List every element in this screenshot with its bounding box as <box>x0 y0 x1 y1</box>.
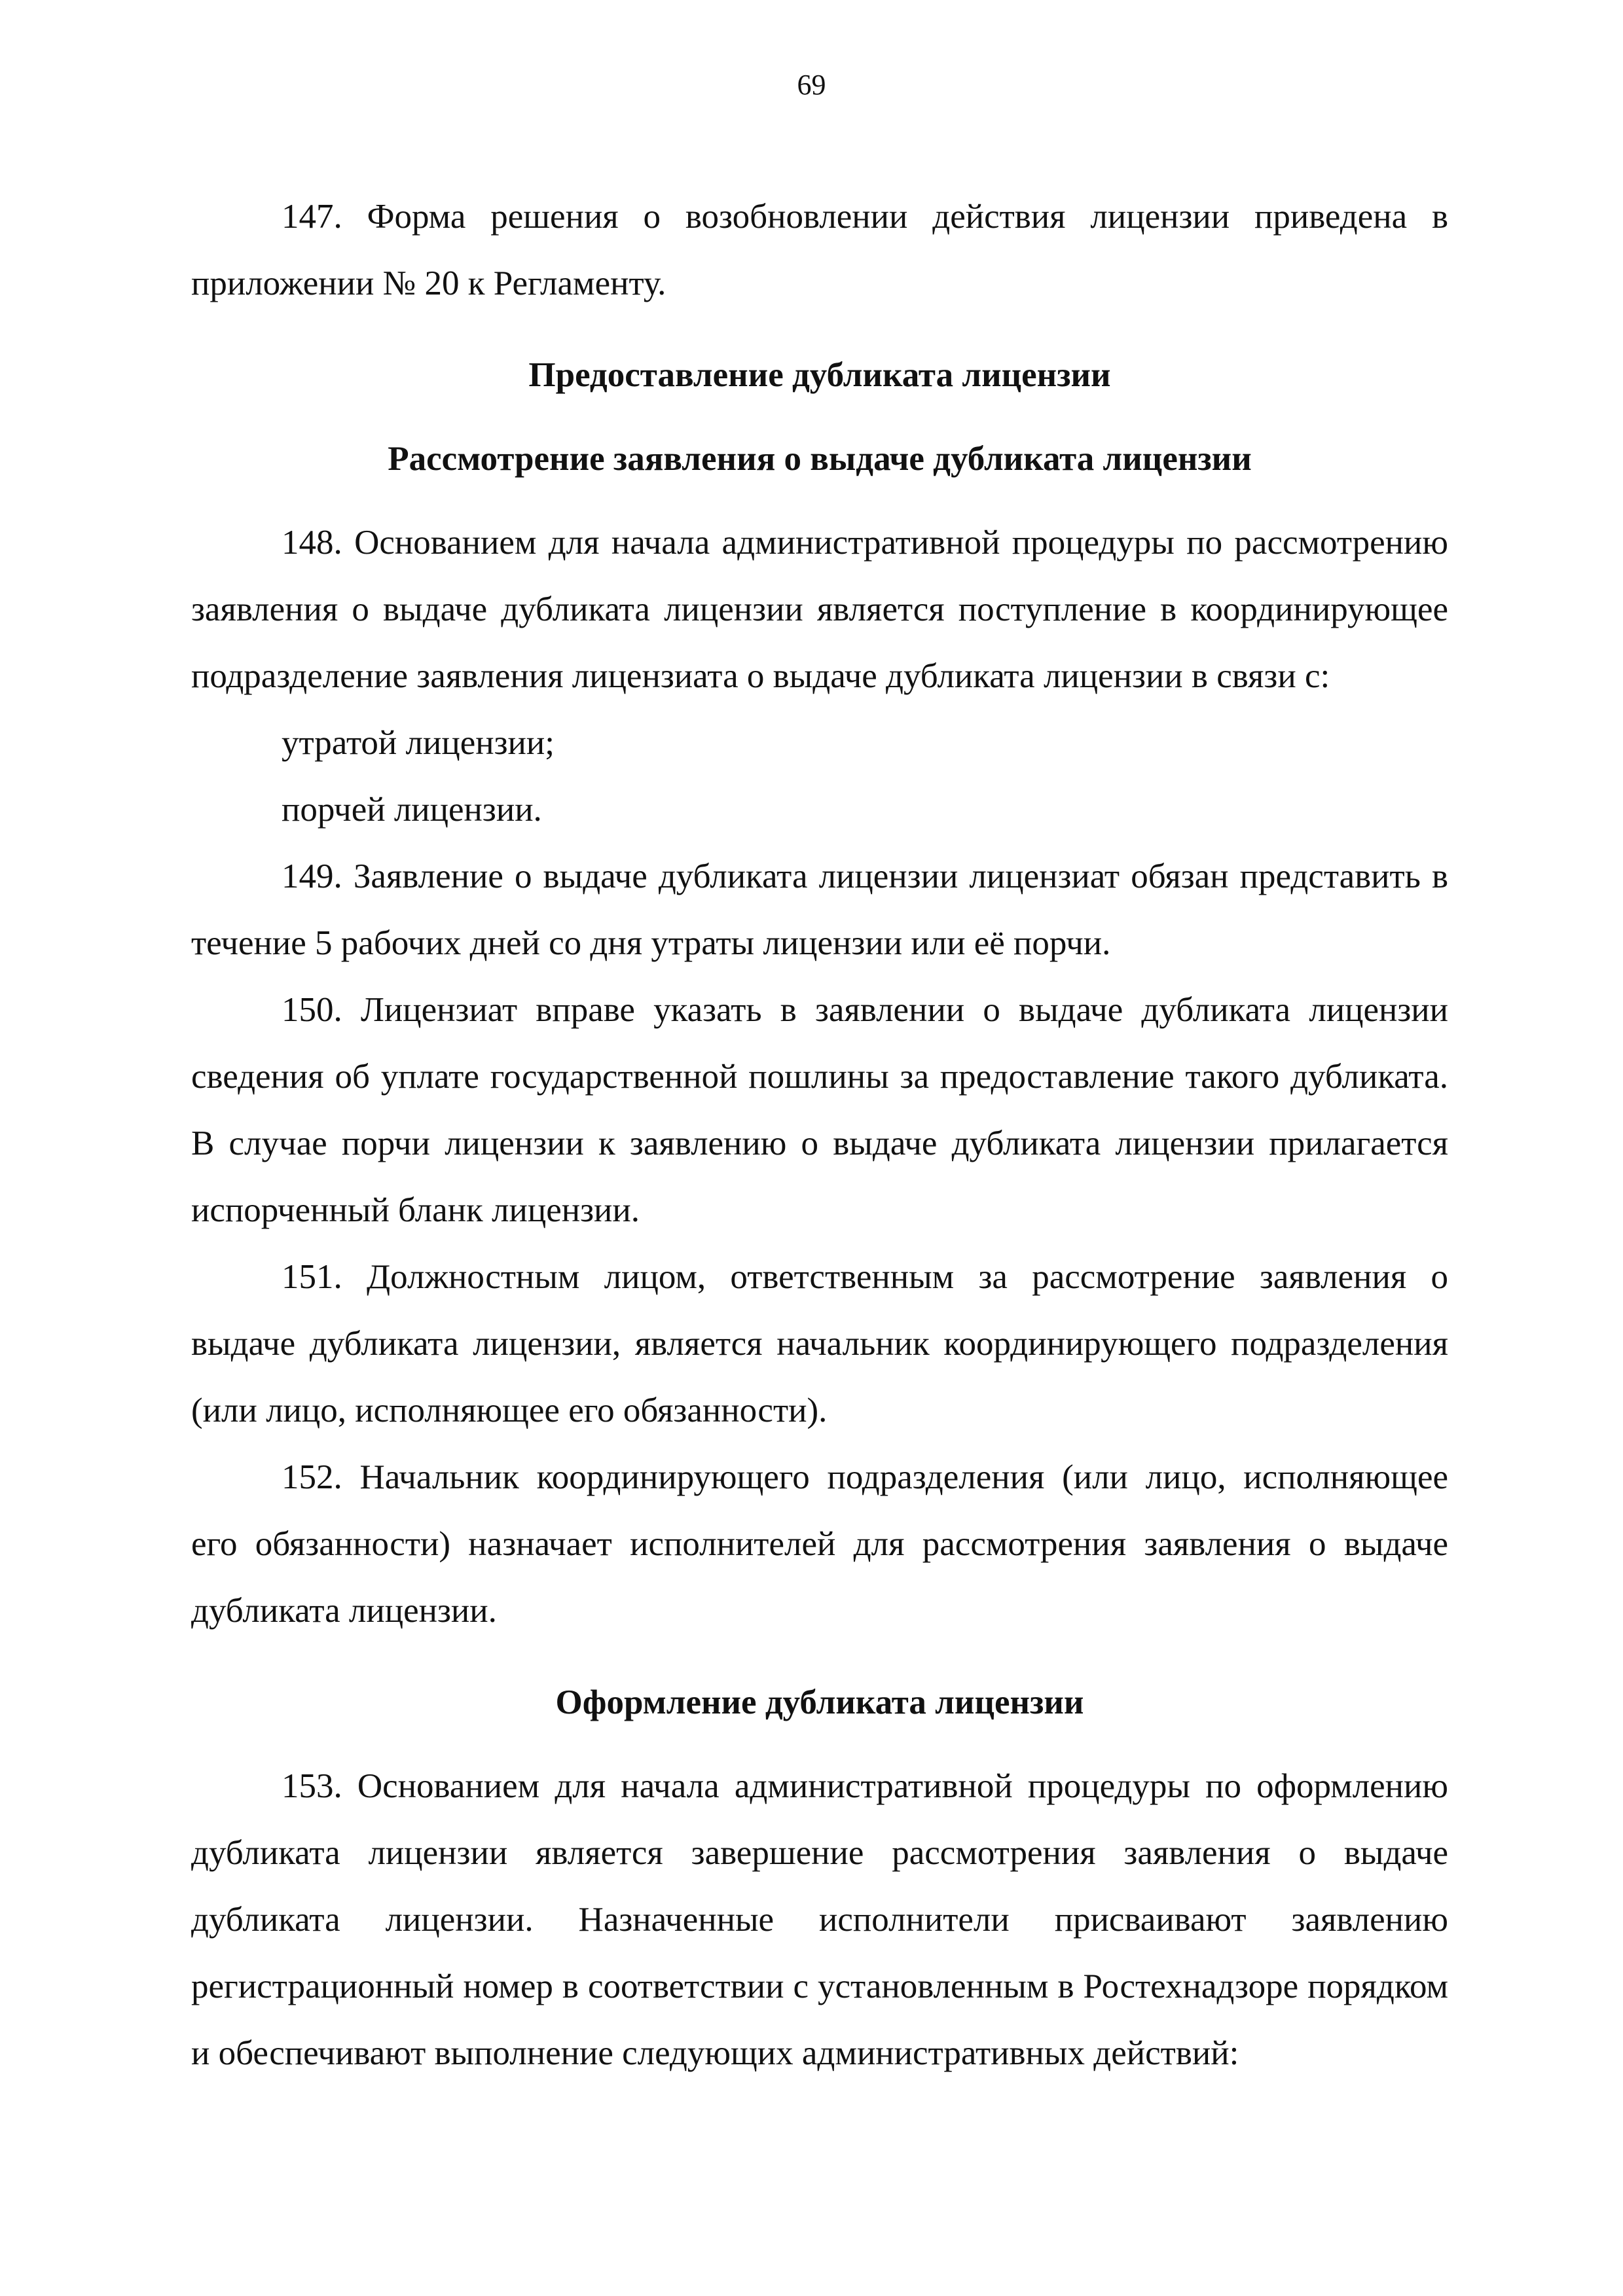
list-item-loss: утратой лицензии; <box>282 724 555 762</box>
paragraph-150: 150. Лицензиат вправе указать в заявлении о выдаче дубликата лицензии сведения об уплате государственной пошлины за предоставление такого дубликата. В случае порчи лицензии к заявлению о выдаче дубликата лицензии прилагается испорченный бланк лицензии. <box>191 991 1448 1229</box>
paragraph-152: 152. Начальник координирующего подразделения (или лицо, исполняющее его обязанности) назначает исполнителей для рассмотрения заявления о выдаче дубликата лицензии. <box>191 1458 1448 1630</box>
paragraph-151: 151. Должностным лицом, ответственным за рассмотрение заявления о выдаче дубликата лицензии, является начальник координирующего подразделения (или лицо, исполняющее его обязанности). <box>191 1258 1448 1429</box>
subsection-heading-issue: Оформление дубликата лицензии <box>555 1683 1084 1721</box>
page-number: 69 <box>797 69 826 101</box>
paragraph-148: 148. Основанием для начала административной процедуры по рассмотрению заявления о выдаче дубликата лицензии является поступление в координирующее подразделение заявления лицензиата о выдаче дубликата лицензии в связи с: <box>191 524 1448 695</box>
paragraph-153: 153. Основанием для начала административной процедуры по оформлению дубликата лицензии является завершение рассмотрения заявления о выдаче дубликата лицензии. Назначенные исполнители присваивают заявлению регистрационный номер в соответствии с установленным в Ростехнадзоре порядком и обеспечивают выполнение следующих административных действий: <box>191 1767 1448 2072</box>
list-item-damage: порчей лицензии. <box>282 791 542 829</box>
subsection-heading-review: Рассмотрение заявления о выдаче дубликата лицензии <box>388 440 1252 478</box>
paragraph-149: 149. Заявление о выдаче дубликата лицензии лицензиат обязан представить в течение 5 рабочих дней со дня утраты лицензии или её порчи. <box>191 857 1448 962</box>
page-content <box>191 183 1448 2087</box>
paragraph-147: 147. Форма решения о возобновлении действия лицензии приведена в приложении № 20 к Регламенту. <box>191 198 1448 302</box>
section-heading-duplicate: Предоставление дубликата лицензии <box>528 356 1111 394</box>
